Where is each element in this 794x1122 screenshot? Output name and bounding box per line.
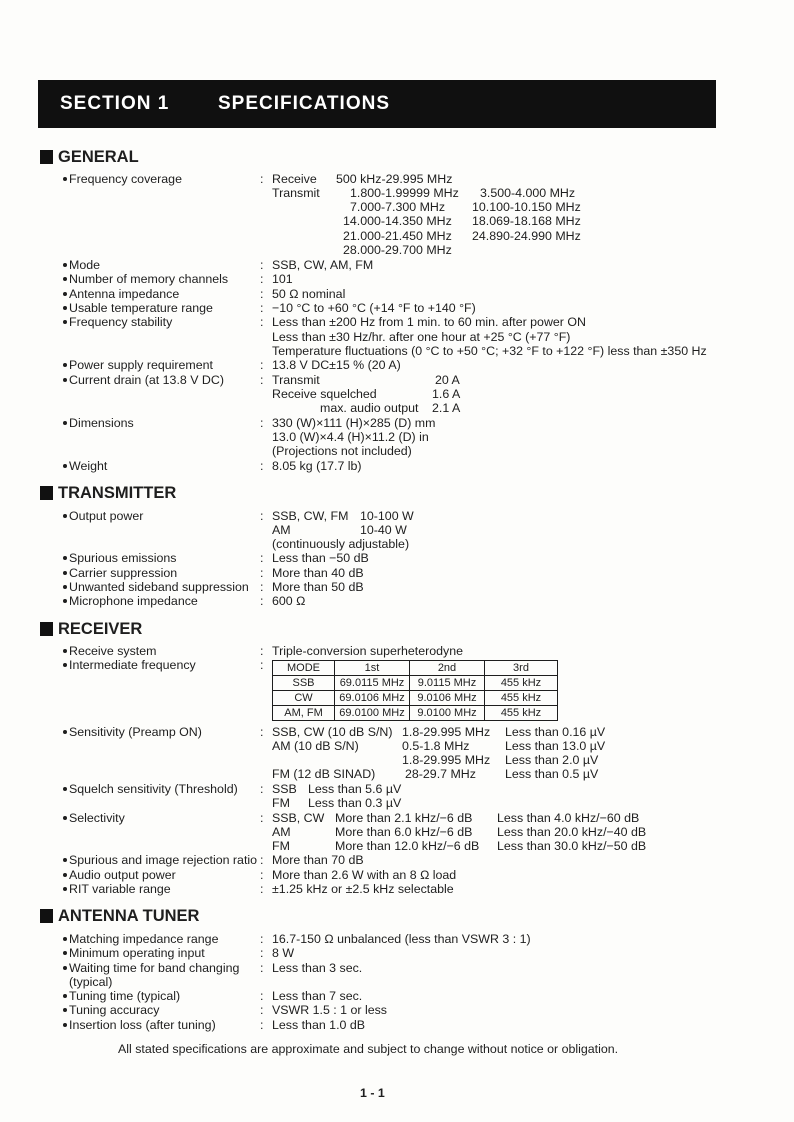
spec-label: Matching impedance range [69, 932, 219, 946]
selectivity-passband: More than 12.0 kHz/−6 dB [335, 839, 480, 853]
separator: : [260, 725, 264, 739]
transmit-range: 21.000-21.450 MHz [343, 229, 452, 243]
selectivity-stopband: Less than 30.0 kHz/−50 dB [497, 839, 647, 853]
sensitivity-mode: FM (12 dB SINAD) [272, 767, 376, 781]
spec-label: Unwanted sideband suppression [69, 580, 249, 594]
drain-condition: max. audio output [320, 401, 419, 415]
spec-label: Tuning accuracy [69, 1003, 160, 1017]
if-table-cell: 9.0100 MHz [410, 706, 485, 721]
bullet [63, 421, 67, 425]
bullet [63, 816, 67, 820]
spec-label: Power supply requirement [69, 358, 213, 372]
bullet [63, 1008, 67, 1012]
spec-value: 101 [272, 272, 293, 286]
sensitivity-value: Less than 0.16 µV [505, 725, 606, 739]
power-value: 10-100 W [360, 509, 414, 523]
bullet [63, 571, 67, 575]
separator: : [260, 782, 264, 796]
bullet [63, 951, 67, 955]
spec-value: 8 W [272, 946, 295, 960]
spec-value: More than 70 dB [272, 853, 364, 867]
spec-label: Receive system [69, 644, 157, 658]
bullet [63, 1023, 67, 1027]
spec-label: Current drain (at 13.8 V DC) [69, 373, 224, 387]
sensitivity-range: 28-29.7 MHz [405, 767, 476, 781]
transmit-range: 24.890-24.990 MHz [472, 229, 581, 243]
bullet [63, 177, 67, 181]
transmit-label: Transmit [272, 186, 320, 200]
spec-label: Insertion loss (after tuning) [69, 1018, 216, 1032]
selectivity-passband: More than 2.1 kHz/−6 dB [335, 811, 473, 825]
spec-label: Antenna impedance [69, 287, 180, 301]
section-marker-square [40, 486, 53, 500]
if-table-cell: 69.0106 MHz [335, 691, 410, 706]
selectivity-stopband: Less than 20.0 kHz/−40 dB [497, 825, 647, 839]
bullet [63, 966, 67, 970]
selectivity-mode: FM [272, 839, 290, 853]
sensitivity-range: 1.8-29.995 MHz [402, 753, 491, 767]
spec-label: Intermediate frequency [69, 658, 196, 672]
selectivity-mode: AM [272, 825, 291, 839]
bullet [63, 599, 67, 603]
spec-label: Frequency stability [69, 315, 173, 329]
spec-value: VSWR 1.5 : 1 or less [272, 1003, 387, 1017]
bullet [63, 363, 67, 367]
spec-value: 16.7-150 Ω unbalanced (less than VSWR 3 : 1) [272, 932, 531, 946]
transmit-range: 14.000-14.350 MHz [343, 214, 452, 228]
if-table-cell: 69.0100 MHz [335, 706, 410, 721]
squelch-value: Less than 0.3 µV [308, 796, 402, 810]
spec-label: (typical) [69, 975, 113, 989]
spec-value: Less than ±200 Hz from 1 min. to 60 min. after power ON [272, 315, 586, 329]
section-number: SECTION 1 [60, 93, 170, 114]
if-table-header-cell: 2nd [410, 661, 485, 676]
separator: : [260, 358, 264, 372]
separator: : [260, 566, 264, 580]
bullet [63, 556, 67, 560]
separator: : [260, 1018, 264, 1032]
sensitivity-range: 1.8-29.995 MHz [402, 725, 491, 739]
separator: : [260, 932, 264, 946]
spec-value: More than 50 dB [272, 580, 364, 594]
transmit-range: 28.000-29.700 MHz [343, 243, 452, 257]
bullet [63, 306, 67, 310]
if-table-cell: AM, FM [273, 706, 335, 721]
power-mode: AM [272, 523, 291, 537]
if-table-cell: 455 kHz [485, 691, 558, 706]
spec-label: Sensitivity (Preamp ON) [69, 725, 202, 739]
spec-label: Spurious and image rejection ratio [69, 853, 258, 867]
bullet [63, 858, 67, 862]
if-table-cell: 9.0106 MHz [410, 691, 485, 706]
spec-label: Tuning time (typical) [69, 989, 181, 1003]
if-table-header-cell: MODE [273, 661, 335, 676]
spec-value: 13.0 (W)×4.4 (H)×11.2 (D) in [272, 430, 429, 444]
separator: : [260, 416, 264, 430]
spec-label: Squelch sensitivity (Threshold) [69, 782, 238, 796]
spec-value: SSB, CW, AM, FM [272, 258, 374, 272]
if-table-header-row [273, 661, 558, 676]
section-marker-square [40, 909, 53, 923]
spec-value: ±1.25 kHz or ±2.5 kHz selectable [272, 882, 454, 896]
bullet [63, 663, 67, 667]
if-table-row [273, 676, 558, 691]
spec-value: More than 40 dB [272, 566, 364, 580]
spec-label: Dimensions [69, 416, 134, 430]
selectivity-mode: SSB, CW [272, 811, 325, 825]
bullet [63, 873, 67, 877]
spec-value: −10 °C to +60 °C (+14 °F to +140 °F) [272, 301, 476, 315]
bullet [63, 585, 67, 589]
bullet [63, 514, 67, 518]
spec-value: Less than ±30 Hz/hr. after one hour at +25 °C (+77 °F) [272, 330, 571, 344]
footer-note: All stated specifications are approximate and subject to change without notice or obligation. [118, 1042, 619, 1056]
drain-condition: Transmit [272, 373, 320, 387]
spec-label: RIT variable range [69, 882, 171, 896]
bullet [63, 320, 67, 324]
spec-label: Carrier suppression [69, 566, 178, 580]
spec-label: Output power [69, 509, 144, 523]
spec-value: 8.05 kg (17.7 lb) [272, 459, 362, 473]
section-marker-square [40, 622, 53, 636]
page-number: 1 - 1 [360, 1086, 385, 1100]
separator: : [260, 172, 264, 186]
sensitivity-value: Less than 2.0 µV [505, 753, 599, 767]
section-heading-antenna-tuner: ANTENNA TUNER [58, 907, 200, 925]
if-table-cell: 455 kHz [485, 706, 558, 721]
squelch-mode: SSB [272, 782, 297, 796]
bullet [63, 937, 67, 941]
spec-label: Spurious emissions [69, 551, 177, 565]
if-table-cell: SSB [273, 676, 335, 691]
spec-label: Minimum operating input [69, 946, 205, 960]
bullet [63, 464, 67, 468]
spec-value: Less than 1.0 dB [272, 1018, 365, 1032]
bullet [63, 378, 67, 382]
separator: : [260, 946, 264, 960]
separator: : [260, 961, 264, 975]
bullet [63, 277, 67, 281]
spec-value: Less than 3 sec. [272, 961, 363, 975]
transmit-range: 10.100-10.150 MHz [472, 200, 581, 214]
separator: : [260, 644, 264, 658]
spec-label: Usable temperature range [69, 301, 213, 315]
separator: : [260, 301, 264, 315]
section-marker-square [40, 150, 53, 164]
separator: : [260, 853, 264, 867]
spec-label: Waiting time for band changing [69, 961, 240, 975]
squelch-value: Less than 5.6 µV [308, 782, 402, 796]
spec-value: Less than 7 sec. [272, 989, 363, 1003]
if-table-header-cell: 1st [335, 661, 410, 676]
separator: : [260, 459, 264, 473]
bullet [63, 292, 67, 296]
section-heading-transmitter: TRANSMITTER [58, 484, 177, 502]
separator: : [260, 509, 264, 523]
squelch-mode: FM [272, 796, 290, 810]
drain-value: 1.6 A [432, 387, 461, 401]
if-table-cell: 69.0115 MHz [335, 676, 410, 691]
spec-value: More than 2.6 W with an 8 Ω load [272, 868, 457, 882]
spec-value: 13.8 V DC±15 % (20 A) [272, 358, 401, 372]
power-note: (continuously adjustable) [272, 537, 410, 551]
bullet [63, 730, 67, 734]
section-title: SPECIFICATIONS [218, 93, 390, 114]
spec-value: 600 Ω [272, 594, 306, 608]
drain-condition: Receive squelched [272, 387, 377, 401]
separator: : [260, 580, 264, 594]
bullet [63, 649, 67, 653]
section-header-bar [38, 80, 716, 128]
section-heading-receiver: RECEIVER [58, 620, 143, 638]
separator: : [260, 868, 264, 882]
selectivity-passband: More than 6.0 kHz/−6 dB [335, 825, 473, 839]
receive-label: Receive [272, 172, 317, 186]
sensitivity-value: Less than 13.0 µV [505, 739, 606, 753]
spec-value: Less than −50 dB [272, 551, 369, 565]
power-mode: SSB, CW, FM [272, 509, 349, 523]
separator: : [260, 315, 264, 329]
transmit-range: 3.500-4.000 MHz [480, 186, 576, 200]
spec-value: 330 (W)×111 (H)×285 (D) mm [272, 416, 436, 430]
if-table-row [273, 706, 558, 721]
separator: : [260, 287, 264, 301]
spec-value: Triple-conversion superheterodyne [272, 644, 464, 658]
separator: : [260, 1003, 264, 1017]
spec-label: Number of memory channels [69, 272, 229, 286]
bullet [63, 994, 67, 998]
spec-value: 50 Ω nominal [272, 287, 346, 301]
spec-label: Microphone impedance [69, 594, 198, 608]
drain-value: 2.1 A [432, 401, 461, 415]
if-table [272, 660, 558, 721]
spec-value: Temperature fluctuations (0 °C to +50 °C; +32 °F to +122 °F) less than ±350 Hz [272, 344, 707, 358]
section-heading-general: GENERAL [58, 148, 139, 166]
spec-label: Weight [69, 459, 108, 473]
separator: : [260, 989, 264, 1003]
separator: : [260, 373, 264, 387]
sensitivity-range: 0.5-1.8 MHz [402, 739, 470, 753]
sensitivity-value: Less than 0.5 µV [505, 767, 599, 781]
selectivity-stopband: Less than 4.0 kHz/−60 dB [497, 811, 640, 825]
spec-label: Audio output power [69, 868, 176, 882]
transmit-range: 7.000-7.300 MHz [350, 200, 446, 214]
separator: : [260, 551, 264, 565]
transmit-range: 1.800-1.99999 MHz [350, 186, 459, 200]
separator: : [260, 258, 264, 272]
separator: : [260, 882, 264, 896]
bullet [63, 263, 67, 267]
if-table-header-cell: 3rd [485, 661, 558, 676]
sensitivity-mode: SSB, CW (10 dB S/N) [272, 725, 393, 739]
separator: : [260, 811, 264, 825]
if-table-cell: 455 kHz [485, 676, 558, 691]
bullet [63, 787, 67, 791]
spec-label: Frequency coverage [69, 172, 182, 186]
if-table-cell: CW [273, 691, 335, 706]
separator: : [260, 272, 264, 286]
separator: : [260, 658, 264, 672]
separator: : [260, 594, 264, 608]
drain-value: 20 A [435, 373, 460, 387]
spec-label: Mode [69, 258, 100, 272]
receive-range: 500 kHz-29.995 MHz [336, 172, 453, 186]
bullet [63, 887, 67, 891]
transmit-range: 18.069-18.168 MHz [472, 214, 581, 228]
sensitivity-mode: AM (10 dB S/N) [272, 739, 359, 753]
spec-value: (Projections not included) [272, 444, 412, 458]
spec-label: Selectivity [69, 811, 125, 825]
if-table-row [273, 691, 558, 706]
if-table-cell: 9.0115 MHz [410, 676, 485, 691]
power-value: 10-40 W [360, 523, 407, 537]
